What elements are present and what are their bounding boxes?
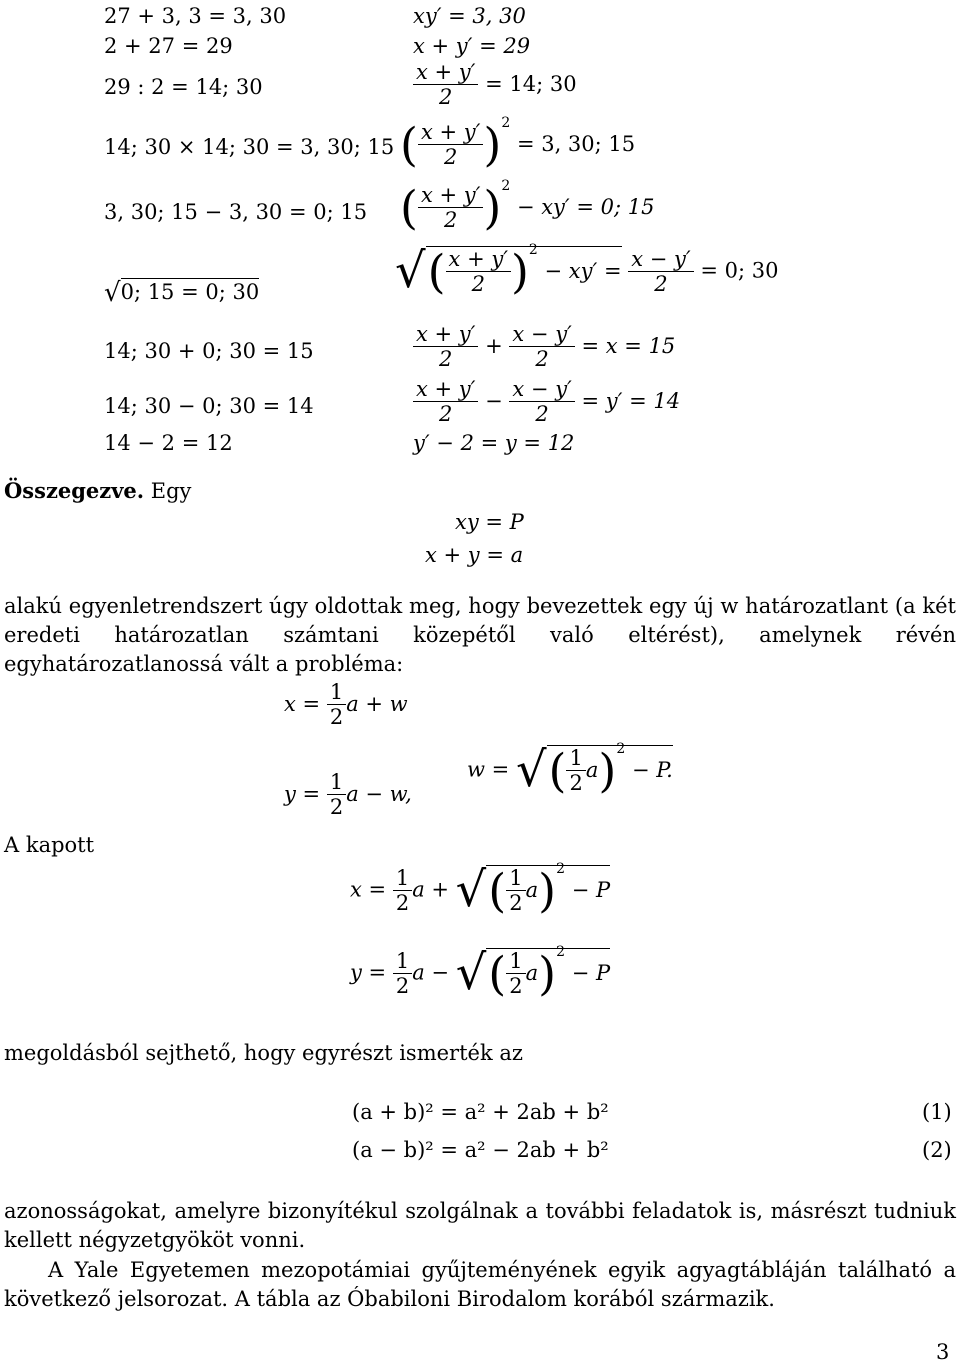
paragraph-2: megoldásból sejthető, hogy egyrészt ismerték az — [4, 1041, 523, 1065]
identity-2: (a − b)² = a² − 2ab + b² — [352, 1138, 609, 1162]
calc-right-8: $\frac{x + y'}{2}$ − $\frac{x - y'}{2}$ = y′ = 14 — [413, 377, 680, 426]
solution-y: y = $\frac{1}{2}$ a − √( $\frac{1}{2}$ a)$^2$ − P — [350, 944, 611, 1002]
subst-x: x = $\frac{1}{2}$ a + w — [284, 680, 408, 730]
identity-2-number: (2) — [922, 1138, 952, 1162]
paragraph-3: azonosságokat, amelyre bizonyítékul szolgálnak a további feladatok is, másrészt tudniuk kellett négyzetgyököt vonni. — [4, 1199, 956, 1252]
subst-w: w = √( $\frac{1}{2}$ a)$^2$ − P. — [467, 741, 673, 799]
calc-left-8: 14; 30 − 0; 30 = 14 — [104, 394, 314, 418]
calc-left-9: 14 − 2 = 12 — [104, 431, 233, 455]
subst-y: y = $\frac{1}{2}$ a − w, — [284, 770, 412, 820]
sqrt-icon: √ — [455, 945, 487, 1002]
sqrt-icon: √ — [455, 862, 487, 919]
paragraph-1: alakú egyenletrendszert úgy oldottak meg, hogy bevezettek egy új w határozatlant (a két eredeti határozatlan számtani közepétől való eltérést), amelynek révén egyhatározatlanossá vált a probléma: — [4, 594, 956, 676]
sqrt-icon: √ — [104, 278, 121, 308]
system-eq-2: x + y = a — [425, 543, 524, 567]
calc-right-2: x + y′ = 29 — [413, 34, 531, 58]
summary-line: Összegezve. Egy — [4, 478, 192, 503]
calc-right-1: xy′ = 3, 30 — [413, 4, 526, 28]
calc-right-4: ( $\frac{x + y'}{2}$ )$^2$ = 3, 30; 15 — [400, 115, 636, 172]
calc-right-9: y′ − 2 = y = 12 — [413, 431, 575, 455]
paragraph-4: A Yale Egyetemen mezopotámiai gyűjteményének egyik agyagtábláján található a következő jelsorozat. A tábla az Óbabiloni Birodalom korából származik. — [4, 1258, 956, 1311]
fraction: $\frac{x + y'}{2}$ — [413, 60, 478, 109]
calc-right-7: $\frac{x + y'}{2}$ + $\frac{x - y'}{2}$ = x = 15 — [413, 322, 675, 371]
calc-left-3: 29 : 2 = 14; 30 — [104, 75, 263, 99]
kapott-text: A kapott — [4, 833, 95, 857]
sqrt-icon: √ — [515, 742, 547, 799]
calc-left-2: 2 + 27 = 29 — [104, 34, 233, 58]
page-number: 3 — [936, 1340, 950, 1364]
calc-right-6: √( $\frac{x + y'}{2}$ )$^2$ − xy′ = $\frac{x - y'}{2}$ = 0; 30 — [395, 242, 779, 300]
calc-left-6: √0; 15 = 0; 30 — [104, 278, 260, 308]
calc-left-4: 14; 30 × 14; 30 = 3, 30; 15 — [104, 135, 395, 159]
calc-left-7: 14; 30 + 0; 30 = 15 — [104, 339, 314, 363]
calc-right-5: ( $\frac{x + y'}{2}$ )$^2$ − xy′ = 0; 15 — [400, 178, 655, 235]
solution-x: x = $\frac{1}{2}$ a + √( $\frac{1}{2}$ a)$^2$ − P — [350, 861, 611, 919]
sqrt-icon: √ — [395, 243, 426, 300]
identity-1: (a + b)² = a² + 2ab + b² — [352, 1100, 609, 1124]
calc-right-3: $\frac{x + y'}{2}$ = 14; 30 — [413, 60, 577, 109]
system-eq-1: xy = P — [455, 510, 524, 534]
calc-left-1: 27 + 3, 3 = 3, 30 — [104, 4, 287, 28]
identity-1-number: (1) — [922, 1100, 952, 1124]
calc-left-5: 3, 30; 15 − 3, 30 = 0; 15 — [104, 200, 368, 224]
